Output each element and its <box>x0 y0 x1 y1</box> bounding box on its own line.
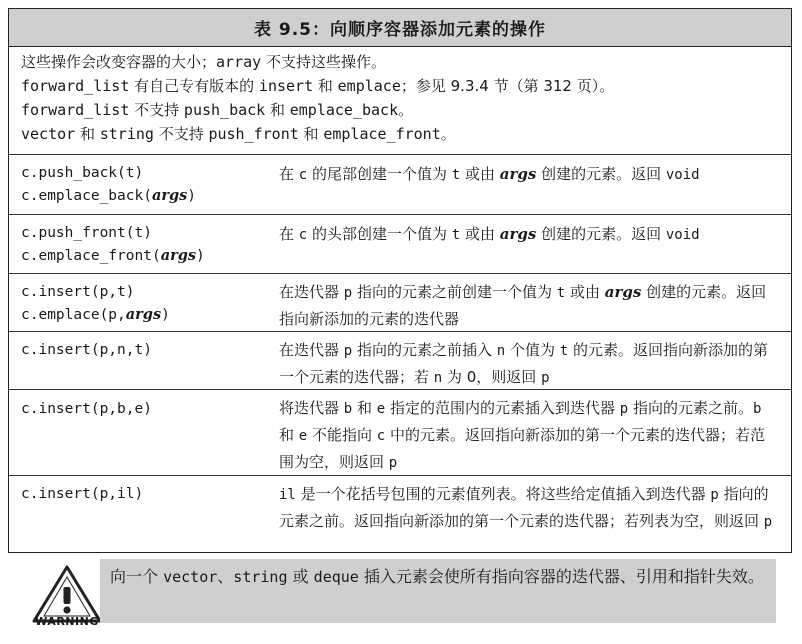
op-emplace: c.emplace(p,args) <box>21 306 170 323</box>
warning-text: 向一个 vector、string 或 deque 插入元素会使所有指向容器的迭代器、引用和指针失效。 <box>100 559 776 623</box>
note-size-change: 这些操作会改变容器的大小；array 不支持这些操作。 <box>21 53 386 71</box>
desc-insert-p-b-e: 将迭代器 b 和 e 指定的范围内的元素插入到迭代器 p 指向的元素之前。b 和 e 不能指向 c 中的元素。返回指向新添加的第一个元素的迭代器；若范围为空，则返回 p <box>279 399 765 471</box>
warning-label: WARNING <box>35 615 99 628</box>
op-emplace-back: c.emplace_back(args) <box>21 187 197 204</box>
table-title: 表 9.5：向顺序容器添加元素的操作 <box>9 9 791 47</box>
desc-insert-p-t: 在迭代器 p 指向的元素之前创建一个值为 t 或由 args 创建的元素。返回指向新添加的元素的迭代器 <box>279 283 767 328</box>
divider <box>9 154 791 155</box>
divider <box>9 273 791 274</box>
note-forward-list-push-back: forward_list 不支持 push_back 和 emplace_back。 <box>21 101 414 119</box>
operations-table <box>8 8 792 553</box>
divider <box>9 331 791 332</box>
note-forward-list-insert: forward_list 有自己专有版本的 insert 和 emplace；参见 9.3.4 节（第 312 页）。 <box>21 77 615 95</box>
op-push-front: c.push_front(t) <box>21 225 152 241</box>
op-insert-p-n-t: c.insert(p,n,t) <box>21 342 152 358</box>
divider <box>9 389 791 390</box>
op-insert-p-b-e: c.insert(p,b,e) <box>21 401 152 417</box>
divider <box>9 214 791 215</box>
op-insert-p-il: c.insert(p,il) <box>21 486 144 502</box>
desc-push-front: 在 c 的头部创建一个值为 t 或由 args 创建的元素。返回 void <box>279 225 700 243</box>
divider <box>9 475 791 476</box>
note-vector-string-push-front: vector 和 string 不支持 push_front 和 emplace_front。 <box>21 125 456 143</box>
warning-callout <box>8 553 792 635</box>
op-insert-p-t: c.insert(p,t) <box>21 284 135 300</box>
desc-insert-p-n-t: 在迭代器 p 指向的元素之前插入 n 个值为 t 的元素。返回指向新添加的第一个元素的迭代器；若 n 为 0，则返回 p <box>279 341 768 386</box>
desc-insert-p-il: il 是一个花括号包围的元素值列表。将这些给定值插入到迭代器 p 指向的元素之前。返回指向新添加的第一个元素的迭代器；若列表为空，则返回 p <box>279 485 773 530</box>
desc-push-back: 在 c 的尾部创建一个值为 t 或由 args 创建的元素。返回 void <box>279 165 700 183</box>
op-push-back: c.push_back(t) <box>21 165 144 181</box>
op-emplace-front: c.emplace_front(args) <box>21 247 205 264</box>
